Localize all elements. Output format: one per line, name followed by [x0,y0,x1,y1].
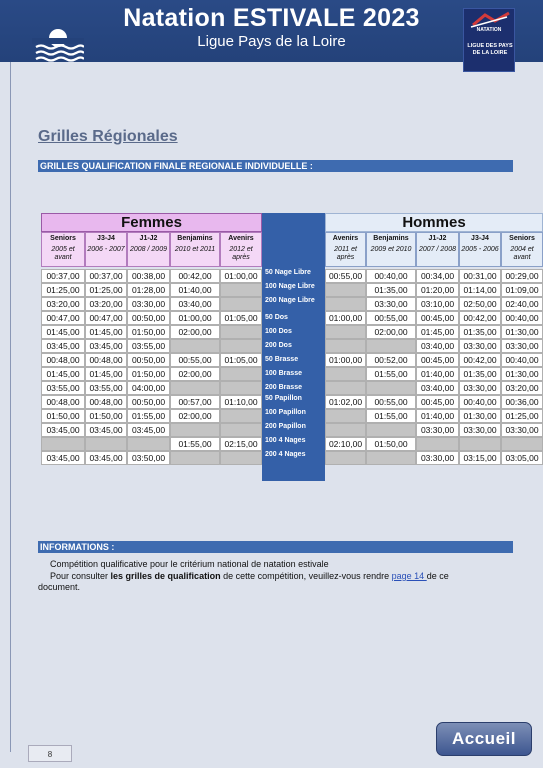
table-cell: 03:30,00 [459,423,501,437]
table-cell: 01:55,00 [127,409,170,423]
table-cell: 01:25,00 [85,283,127,297]
table-cell: 01:00,00 [325,311,366,325]
info-section-bar: INFORMATIONS : [38,541,513,553]
table-cell [170,339,220,353]
table-cell: 00:48,00 [85,395,127,409]
category-name: J3-J4 [471,235,489,242]
table-cell: 00:45,00 [416,395,459,409]
table-cell: 00:37,00 [85,269,127,283]
table-cell: 03:55,00 [41,381,85,395]
category-years: 2007 / 2008 [419,246,456,253]
page-number: 8 [28,745,72,762]
table-cell: 02:00,00 [366,325,416,339]
table-cell [366,381,416,395]
table-cell [127,437,170,451]
women-category-3 [170,232,220,267]
table-cell: 03:20,00 [85,297,127,311]
table-cell [170,423,220,437]
table-cell: 00:52,00 [366,353,416,367]
table-cell [220,339,262,353]
table-cell: 00:50,00 [127,395,170,409]
info-line-1: Compétition qualificative pour le critérium national de natation estivale [50,559,329,569]
event-label: 100 Brasse [265,370,302,377]
table-cell [220,283,262,297]
grid-section-bar: GRILLES QUALIFICATION FINALE REGIONALE INDIVIDUELLE : [38,160,513,172]
logo-subtext: LIGUE DES PAYS DE LA LOIRE [467,43,513,56]
category-name: J1-J2 [428,235,447,242]
table-cell: 00:31,00 [459,269,501,283]
table-cell: 01:09,00 [501,283,543,297]
info-line-2-text: Pour consulter [50,571,111,581]
table-cell: 03:55,00 [85,381,127,395]
table-cell [459,437,501,451]
table-cell: 00:29,00 [501,269,543,283]
table-cell [325,367,366,381]
event-label: 200 Brasse [265,384,302,391]
table-cell: 01:35,00 [366,283,416,297]
table-cell: 01:50,00 [41,409,85,423]
logo-text: NATATION [476,27,502,33]
category-years: 2004 et avant [510,246,534,261]
table-cell [416,437,459,451]
event-label: 100 4 Nages [265,437,306,444]
table-cell: 01:35,00 [459,325,501,339]
table-cell [325,325,366,339]
table-cell: 02:10,00 [325,437,366,451]
table-cell: 03:30,00 [459,339,501,353]
table-cell: 03:05,00 [501,451,543,465]
category-years: 2010 et 2011 [174,246,216,253]
table-cell: 00:55,00 [170,353,220,367]
table-cell: 03:30,00 [366,297,416,311]
page-subtitle: Ligue Pays de la Loire [197,33,346,50]
men-category-0 [325,232,366,267]
women-category-4 [220,232,262,267]
table-cell [220,381,262,395]
table-cell: 01:40,00 [170,283,220,297]
table-cell: 00:57,00 [170,395,220,409]
table-cell: 01:14,00 [459,283,501,297]
table-cell [325,381,366,395]
page-margin-rule [10,62,11,752]
table-cell: 01:00,00 [220,269,262,283]
table-cell [85,437,127,451]
info-line-2 [50,571,449,581]
table-cell: 01:50,00 [366,437,416,451]
table-cell: 01:05,00 [220,311,262,325]
table-cell: 03:30,00 [127,297,170,311]
men-header: Hommes [325,213,543,232]
table-cell: 01:40,00 [416,367,459,381]
event-label: 200 Dos [265,342,292,349]
table-cell: 02:40,00 [501,297,543,311]
table-cell: 01:50,00 [85,409,127,423]
table-cell [220,325,262,339]
table-cell: 01:25,00 [501,409,543,423]
table-cell: 00:48,00 [41,395,85,409]
table-cell: 03:40,00 [416,339,459,353]
ligue-logo [463,8,515,72]
table-cell [325,409,366,423]
event-label: 200 Nage Libre [265,297,315,304]
table-cell [220,423,262,437]
table-cell [41,437,85,451]
women-header: Femmes [41,213,262,232]
table-cell: 00:37,00 [41,269,85,283]
table-cell: 01:20,00 [416,283,459,297]
table-cell: 00:42,00 [459,353,501,367]
table-cell [220,297,262,311]
table-cell: 02:00,00 [170,367,220,381]
table-cell: 01:50,00 [127,367,170,381]
category-name: Avenirs [228,235,254,242]
category-years: 2008 / 2009 [130,246,167,253]
table-cell: 01:45,00 [41,325,85,339]
table-cell: 03:30,00 [416,423,459,437]
category-name: Benjamins [177,235,213,242]
event-label: 100 Nage Libre [265,283,315,290]
table-cell [366,451,416,465]
table-cell: 01:28,00 [127,283,170,297]
event-label: 50 Brasse [265,356,299,363]
category-years: 2005 - 2006 [461,246,499,253]
table-cell: 03:45,00 [41,423,85,437]
category-years: 2005 et avant [51,246,75,261]
category-name: Avenirs [332,235,359,242]
category-name: J3-J4 [97,235,115,242]
table-cell: 00:42,00 [170,269,220,283]
category-name: J1-J2 [139,235,158,242]
event-label: 200 Papillon [265,423,306,430]
women-category-0 [41,232,85,267]
table-cell: 03:45,00 [41,339,85,353]
table-cell: 01:05,00 [220,353,262,367]
table-cell: 02:00,00 [170,325,220,339]
table-cell: 00:38,00 [127,269,170,283]
table-cell: 03:45,00 [127,423,170,437]
table-cell: 03:30,00 [416,451,459,465]
event-label: 50 Dos [265,314,288,321]
table-cell: 02:50,00 [459,297,501,311]
event-label: 200 4 Nages [265,451,306,458]
table-cell: 02:00,00 [170,409,220,423]
table-cell [325,283,366,297]
table-cell [170,451,220,465]
info-line-2-mid: de cette compétition, veuillez-vous rendre [220,571,392,581]
info-line-3: document. [38,582,81,592]
table-cell: 01:55,00 [366,367,416,381]
table-cell: 01:40,00 [416,409,459,423]
table-cell: 01:25,00 [41,283,85,297]
table-cell: 03:45,00 [85,339,127,353]
event-label: 50 Papillon [265,395,302,402]
men-category-1 [366,232,416,267]
home-button[interactable]: Accueil [436,722,532,756]
table-cell: 02:15,00 [220,437,262,451]
info-line-2-bold: les grilles de qualification [110,571,221,581]
table-cell: 00:48,00 [41,353,85,367]
event-label: 100 Papillon [265,409,306,416]
men-category-3 [459,232,501,267]
table-cell: 03:45,00 [85,451,127,465]
table-cell: 01:30,00 [501,325,543,339]
page-title: Natation ESTIVALE 2023 [123,4,420,32]
event-label: 100 Dos [265,328,292,335]
table-cell [220,409,262,423]
table-cell: 03:20,00 [41,297,85,311]
table-cell: 00:50,00 [127,353,170,367]
table-cell: 01:55,00 [170,437,220,451]
table-cell [325,339,366,353]
table-cell: 00:36,00 [501,395,543,409]
info-line-2-end: de ce [426,571,449,581]
women-category-1 [85,232,127,267]
table-cell [325,297,366,311]
men-category-2 [416,232,459,267]
table-cell: 03:30,00 [501,423,543,437]
event-label: 50 Nage Libre [265,269,311,276]
table-cell: 00:45,00 [416,311,459,325]
table-cell: 03:30,00 [501,339,543,353]
women-category-2 [127,232,170,267]
table-cell: 00:47,00 [41,311,85,325]
table-cell: 00:55,00 [325,269,366,283]
table-cell: 01:30,00 [501,367,543,381]
table-cell: 00:45,00 [416,353,459,367]
table-cell: 03:10,00 [416,297,459,311]
category-years: 2006 - 2007 [87,246,125,253]
category-years: 2011 et après [334,246,357,261]
table-cell: 01:35,00 [459,367,501,381]
table-cell: 01:30,00 [459,409,501,423]
table-cell: 00:48,00 [85,353,127,367]
table-cell: 01:10,00 [220,395,262,409]
table-cell: 03:30,00 [459,381,501,395]
table-cell: 00:40,00 [501,311,543,325]
table-cell [501,437,543,451]
table-cell [325,423,366,437]
table-cell: 03:40,00 [170,297,220,311]
table-cell [366,423,416,437]
table-cell: 00:50,00 [127,311,170,325]
table-cell: 04:00,00 [127,381,170,395]
table-cell: 00:55,00 [366,395,416,409]
category-years: 2012 et après [229,246,253,261]
table-cell [170,381,220,395]
category-name: Seniors [50,235,76,242]
table-cell: 03:40,00 [416,381,459,395]
men-category-4 [501,232,543,267]
table-cell [220,451,262,465]
table-cell: 03:55,00 [127,339,170,353]
table-cell: 01:45,00 [416,325,459,339]
table-cell: 01:50,00 [127,325,170,339]
table-cell: 00:40,00 [366,269,416,283]
table-cell: 03:50,00 [127,451,170,465]
table-cell: 03:15,00 [459,451,501,465]
table-cell: 01:00,00 [170,311,220,325]
table-cell: 03:45,00 [85,423,127,437]
category-years: 2009 et 2010 [370,246,412,253]
table-cell: 01:02,00 [325,395,366,409]
table-cell: 01:45,00 [85,325,127,339]
page-header [0,0,543,62]
table-cell: 03:45,00 [41,451,85,465]
table-cell [220,367,262,381]
table-cell: 01:45,00 [85,367,127,381]
table-cell: 03:20,00 [501,381,543,395]
table-cell: 01:45,00 [41,367,85,381]
table-cell: 00:34,00 [416,269,459,283]
section-title: Grilles Régionales [38,128,178,145]
table-cell: 01:55,00 [366,409,416,423]
table-cell: 00:40,00 [501,353,543,367]
table-cell: 00:47,00 [85,311,127,325]
table-cell: 01:00,00 [325,353,366,367]
category-name: Seniors [509,235,535,242]
table-cell: 00:40,00 [459,395,501,409]
table-cell [325,451,366,465]
table-cell [366,339,416,353]
category-name: Benjamins [373,235,409,242]
page-14-link[interactable]: page 14 [391,571,427,581]
table-cell: 00:42,00 [459,311,501,325]
table-cell: 00:55,00 [366,311,416,325]
